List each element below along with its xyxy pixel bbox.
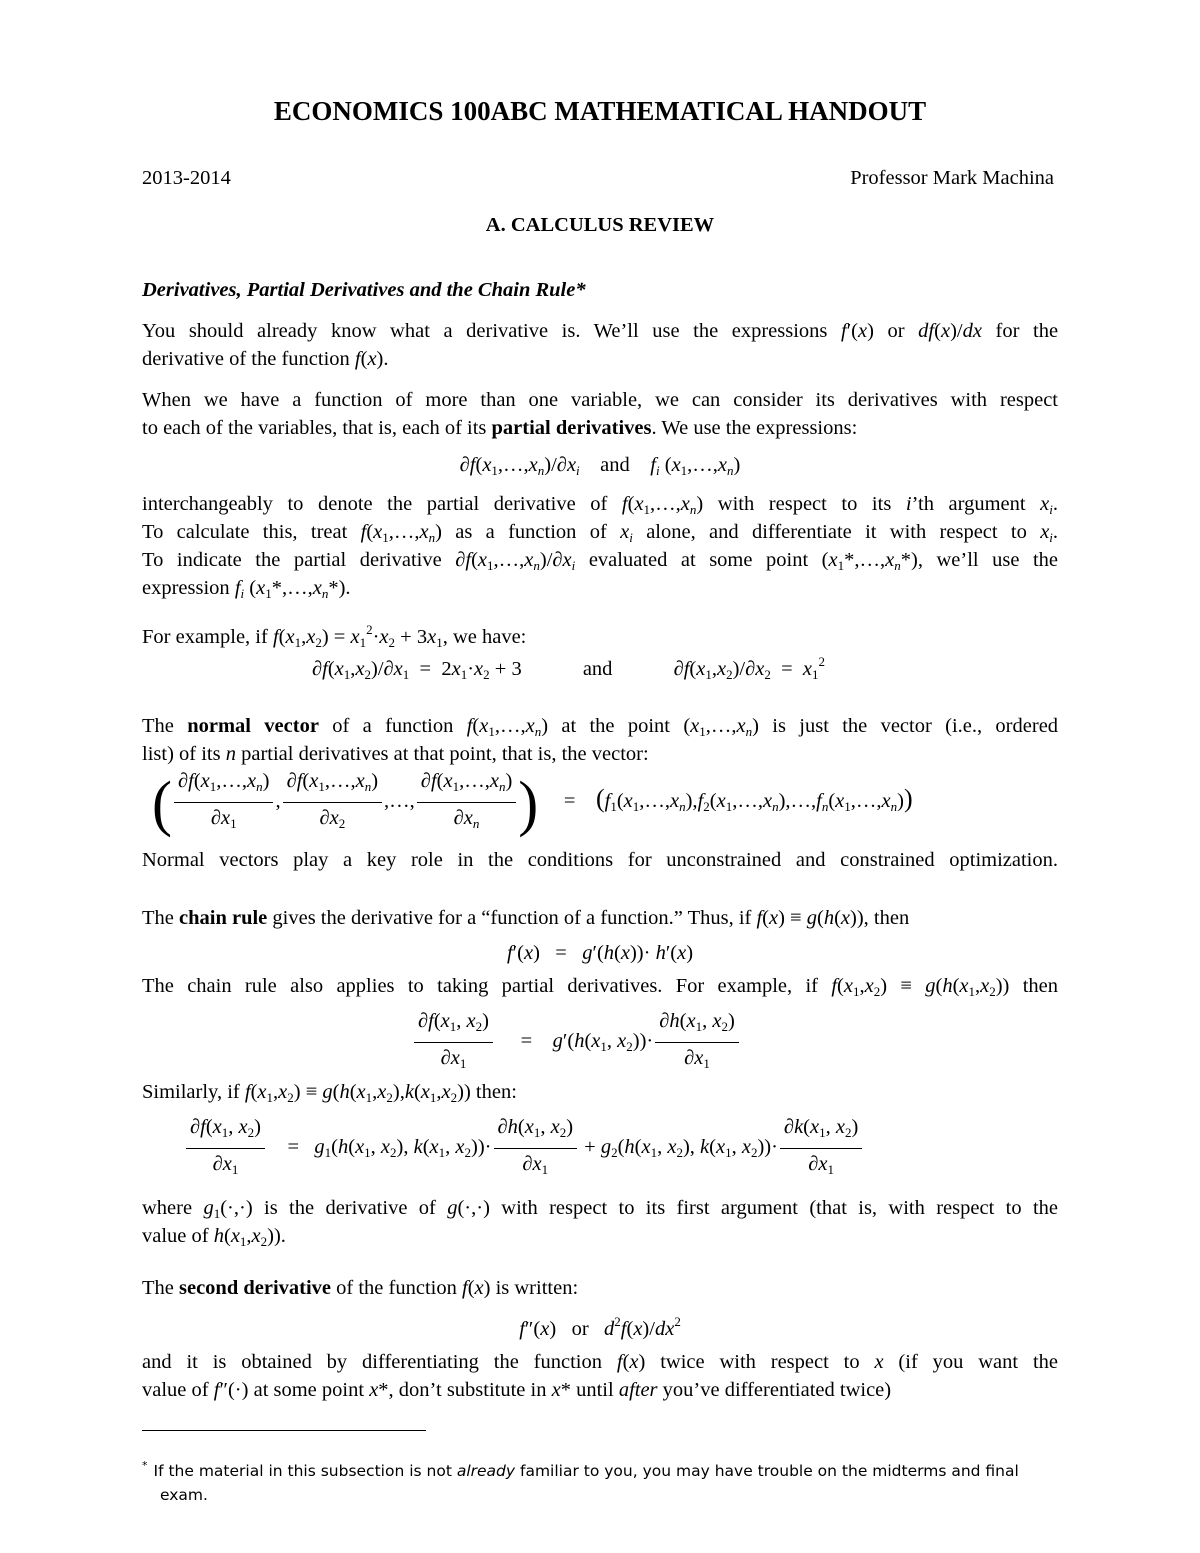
paragraph-line: The second derivative of the function f(x) is written:: [142, 1277, 579, 1299]
paragraph-line: Similarly, if f(x1,x2) ≡ g(h(x1,x2),k(x1,x2)) then:: [142, 1081, 517, 1105]
paragraph-line: When we have a function of more than one variable, we can consider its derivatives with respect: [142, 389, 1058, 411]
equation-chain-rule-two-args: $\frac{\partial f(x1, x2)}{\partial x1}$ = g1(h(x1, x2), k(x1, x2))· $\frac{\partial h(x1, x2)}{\partial x1}$ + g2(h(x1, x2), k(x1, x2))· $\frac{\partial k(x1, x2)}{\partial x1}$: [184, 1114, 1058, 1183]
footnote-rule: [142, 1430, 426, 1431]
equation-partial-notation: $\partial f(x1,\dots,x_n)/\partial x_i$ and $f_i$ $(x1,\dots,x_n)$: [459, 454, 741, 478]
section-heading: A. CALCULUS REVIEW: [485, 214, 715, 236]
equation-example-partials: ∂f(x1,x2)/∂x1 = 2x1·x2 + 3 and $\partial f(x1,x2)/\partial x2 = x1^2$: [312, 654, 826, 682]
paragraph-line: Normal vectors play a key role in the conditions for unconstrained and constrained optimization.: [142, 849, 1058, 871]
paragraph-line: The normal vector of a function $f(x1,\dots,x_n)$ at the point $(x1,\dots,x_n)$ is just the vector (i.e., ordered: [142, 715, 1059, 739]
paragraph-line: For example, if $f(x1,x2) = x1^2\cdot x2 + 3x1$, we have:: [142, 622, 527, 650]
footnote: * If the material in this subsection is not already familiar to you, you may have trouble on the midterms and final exam.: [142, 1459, 1019, 1504]
paragraph-line: value of f″(·) at some point x*, don’t substitute in x* until after you’ve differentiated twice): [142, 1379, 892, 1401]
header-row: [142, 164, 1058, 192]
subsection-heading: Derivatives, Partial Derivatives and the Chain Rule*: [142, 279, 586, 301]
paragraph-line: derivative of the function f(x).: [142, 348, 389, 370]
equation-chain-rule: f′(x) = g′(h(x))· h′(x): [506, 942, 694, 964]
paragraph-line: The chain rule gives the derivative for a “function of a function.” Thus, if f(x) ≡ g(h(x)), then: [142, 907, 910, 929]
equation-normal-vector: ( $\frac{\partial f(x1,\dots,x_n)}{\partial x1}$ , $\frac{\partial f(x1,\dots,x_n)}{\partial x2}$ ,…, $\frac{\partial f(x1,\dots,x_n)}{\partial x_n}$ ) = $(f1(x1,\dots,x_n),f2(x1,\dots,x_n),\dots,f_n(x1,\dots,x_n))$: [152, 767, 913, 838]
paragraph-line: To calculate this, treat $f(x1,\dots,x_n)$ as a function of $x_i$ alone, and differentiate it with respect to $x_i$.: [142, 521, 1059, 545]
paragraph-line: where g1(·,·) is the derivative of g(·,·) with respect to its first argument (that is, with respect to the: [142, 1197, 1058, 1221]
year-label: 2013-2014: [142, 167, 231, 189]
paragraph-line: The chain rule also applies to taking partial derivatives. For example, if f(x1,x2) ≡ g(h(x1,x2)) then: [142, 975, 1059, 999]
paragraph-line: To indicate the partial derivative $\partial f(x1,\dots,x_n)/\partial x_i$ evaluated at some point $(x1*,\dots,x_n*)$, we’ll use the: [142, 549, 1059, 573]
page-title: ECONOMICS 100ABC MATHEMATICAL HANDOUT: [273, 96, 927, 126]
paragraph-line: to each of the variables, that is, each of its partial derivatives. We use the expressions:: [142, 417, 858, 439]
paragraph-line: and it is obtained by differentiating the function f(x) twice with respect to x (if you want the: [142, 1351, 1058, 1373]
paragraph-line: expression $f_i$ $(x1*,\dots,x_n*)$.: [142, 577, 351, 601]
equation-second-derivative: f″(x) or $d^2f(x)/dx^2$: [519, 1314, 681, 1340]
equation-chain-rule-partial: $\frac{\partial f(x1, x2)}{\partial x1}$ = g′(h(x1, x2))· $\frac{\partial h(x1, x2)}{\partial x1}$: [412, 1008, 1058, 1077]
paragraph-line: list) of its n partial derivatives at that point, that is, the vector:: [142, 743, 649, 765]
paragraph-line: You should already know what a derivative is. We’ll use the expressions f′(x) or df(x)/dx for the: [142, 320, 1059, 342]
professor-label: Professor Mark Machina: [850, 167, 1054, 189]
paragraph-line: value of h(x1,x2)).: [142, 1225, 286, 1249]
paragraph-line: interchangeably to denote the partial derivative of $f(x1,\dots,x_n)$ with respect to its i’th argument $x_i$.: [142, 493, 1059, 517]
